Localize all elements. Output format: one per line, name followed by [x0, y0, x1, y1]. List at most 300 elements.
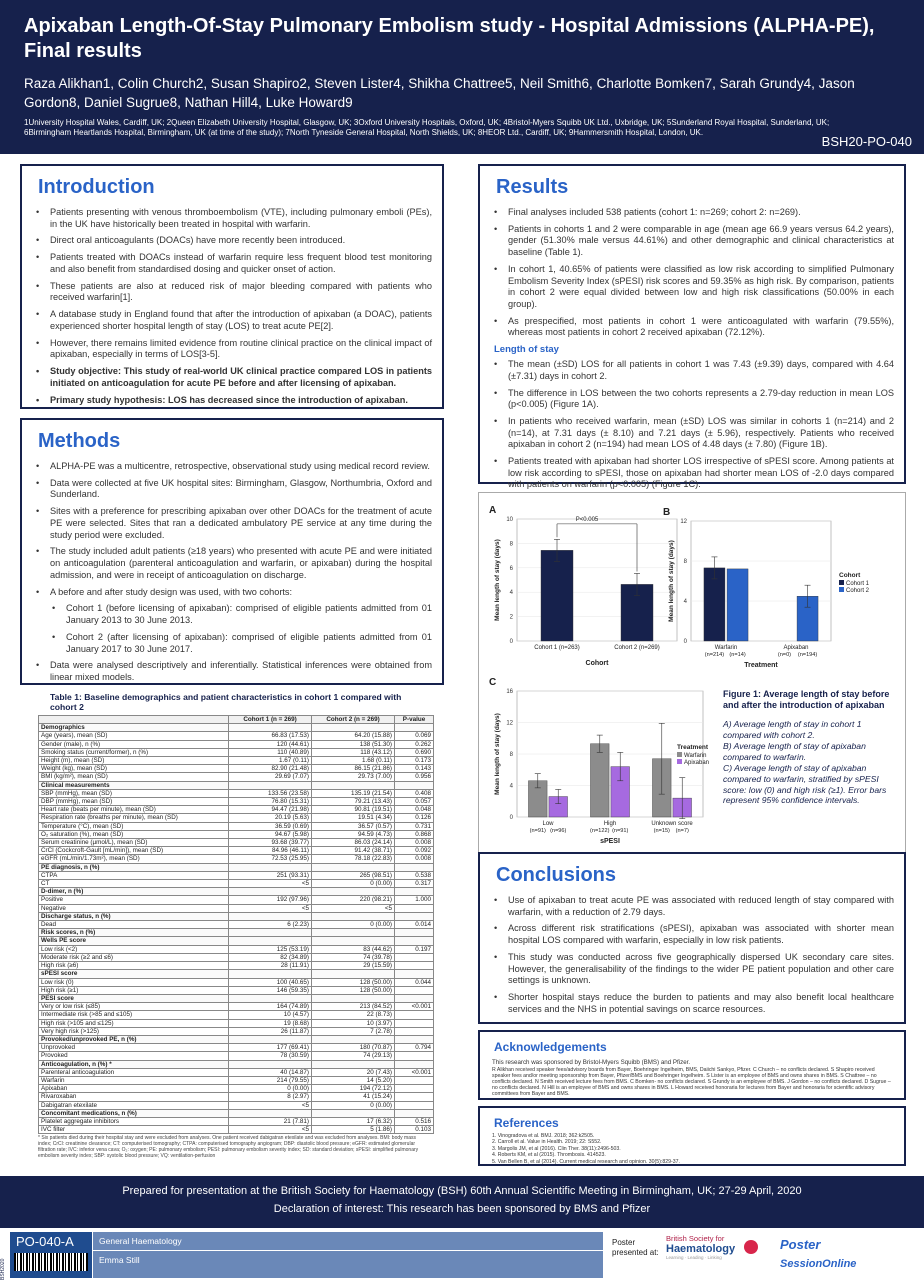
y-tick-label: 4 — [683, 599, 687, 605]
table-cell: <5 — [312, 904, 395, 912]
caption-item: C) Average length of stay of apixaban compared to warfarin, stratified by sPESI score: low (0) and high risk (≥1). Error bars represent 95% confidence intervals. — [723, 763, 887, 806]
table-cell: 0 (0.00) — [312, 880, 395, 888]
table-row — [39, 1076, 434, 1084]
table-cell — [395, 1093, 434, 1101]
x-tick-count: (n=194) — [797, 652, 818, 658]
bullet-item: • Cohort 1 (before licensing of apixaban): comprised of eligible patients admitted from 01 January 2013 to 30 June 2013. — [50, 603, 432, 626]
poster-id: PO-040-A — [16, 1234, 74, 1249]
table-cell: 120 (44.61) — [229, 740, 312, 748]
table-row — [39, 732, 434, 740]
table-cell — [395, 724, 434, 732]
table-row — [39, 757, 434, 765]
table-row — [39, 945, 434, 953]
table-cell: 29.69 (7.07) — [229, 773, 312, 781]
methods-heading: Methods — [38, 430, 121, 452]
y-tick-label: 12 — [506, 720, 513, 727]
bullet-item: • These patients are also at reduced risk of major bleeding compared with patients who received warfarin[1]. — [34, 281, 432, 304]
table-row — [39, 888, 434, 896]
table-cell — [229, 912, 312, 920]
x-tick-count: (n=15) — [653, 828, 670, 834]
y-tick-label: 10 — [506, 517, 513, 523]
table-cell: Weight (kg), mean (SD) — [39, 765, 229, 773]
table-row — [39, 896, 434, 904]
table-row — [39, 1093, 434, 1101]
poster-title: Apixaban Length-Of-Stay Pulmonary Embolism study - Hospital Admissions (ALPHA-PE), Final results — [24, 15, 875, 62]
table-cell: 74 (39.78) — [312, 953, 395, 961]
bullet-item: • Patients in cohorts 1 and 2 were comparable in age (mean age 66.9 years versus 64.2 years), gender (51.30% male versus 44.61%) and other demographic and clinical characteristics at baseline (Table 1). — [492, 224, 894, 259]
bullet-item: • In patients who received warfarin, mean (±SD) LOS was similar in cohorts 1 (n=214) and 2 (n=14), at 7.31 days (± 8.10) and 7.21 days (± 5.96), respectively. Patients who received apixaban in cohort 2 (n=194) had mean LOS of 4.48 days (± 7.80) (Figure 1B). — [492, 416, 894, 451]
table-cell: 128 (50.00) — [312, 986, 395, 994]
table-row — [39, 724, 434, 732]
table-row — [39, 863, 434, 871]
table-cell: 128 (50.00) — [312, 978, 395, 986]
table-title: Table 1: Baseline demographics and patient characteristics in cohort 1 compared with cohort 2 — [50, 692, 402, 712]
table-cell — [229, 863, 312, 871]
x-tick-count: (n=91) — [612, 828, 629, 834]
x-tick-label: Low — [542, 821, 554, 827]
ack-sponsor: This research was sponsored by Bristol-Myers Squibb (BMS) and Pfizer. — [492, 1059, 691, 1066]
conclusions-box — [478, 852, 906, 1024]
x-tick-label: Warfarin — [714, 645, 738, 651]
table-cell: 21 (7.81) — [229, 1117, 312, 1125]
table-cell: Unprovoked — [39, 1044, 229, 1052]
x-tick-label: Apixaban — [783, 645, 809, 651]
table-cell: 0.262 — [395, 740, 434, 748]
table-cell: O₂ saturation (%), mean (SD) — [39, 830, 229, 838]
table-cell: 41 (15.24) — [312, 1093, 395, 1101]
table-cell: 214 (79.55) — [229, 1076, 312, 1084]
table-row — [39, 978, 434, 986]
bottom-bar — [0, 1228, 924, 1280]
table-cell: BMI (kg/m²), mean (SD) — [39, 773, 229, 781]
table-cell — [312, 724, 395, 732]
table-cell: 213 (84.52) — [312, 1003, 395, 1011]
table-cell: Discharge status, n (%) — [39, 912, 229, 920]
results-list — [480, 207, 904, 339]
table-cell: 83 (44.62) — [312, 945, 395, 953]
table-cell — [229, 937, 312, 945]
table-cell: Smoking status (current/former), n (%) — [39, 748, 229, 756]
session-info — [93, 1232, 603, 1278]
table-row — [39, 904, 434, 912]
y-tick-label: 4 — [509, 590, 513, 597]
table-cell: 0 (0.00) — [312, 1101, 395, 1109]
table-cell: 265 (98.51) — [312, 871, 395, 879]
baseline-table — [38, 715, 434, 1134]
table-row — [39, 986, 434, 994]
table-cell — [312, 888, 395, 896]
category: General Haematology — [93, 1232, 603, 1251]
table-cell: 0.173 — [395, 757, 434, 765]
table-cell: 17 (6.32) — [312, 1117, 395, 1125]
table-row — [39, 1044, 434, 1052]
side-label: BSH2020 — [0, 1258, 6, 1280]
legend-swatch — [677, 752, 682, 757]
table-cell: Platelet aggregate inhibitors — [39, 1117, 229, 1125]
methods-box — [20, 418, 444, 685]
table-cell: Demographics — [39, 724, 229, 732]
x-tick-count: (n=7) — [675, 828, 689, 834]
authors: Raza Alikhan1, Colin Church2, Susan Shapiro2, Steven Lister4, Shikha Chattree5, Neil Smith6, Charlotte Bomken7, Sarah Grundy4, Jason Gordon8, Daniel Sugrue8, Nathan Hill4, Luke Howard9 — [24, 76, 855, 110]
y-tick-label: 8 — [509, 752, 513, 758]
table-cell — [229, 1109, 312, 1117]
table-cell: 28 (11.91) — [229, 962, 312, 970]
bullet-item: • Patients treated with apixaban had shorter LOS irrespective of sPESI score. Among patients at low risk according to sPESI, those on apixaban had shorter mean LOS of -2.0 days compared with patients on warfarin (p<0.005) (Figure 1C). — [492, 456, 894, 491]
bullet-item: • As prespecified, most patients in cohort 1 were anticoagulated with warfarin (79.55%), whereas most patients in cohort 2 received apixaban (72.12%). — [492, 316, 894, 339]
table-cell: 146 (59.35) — [229, 986, 312, 994]
table-cell: 0.538 — [395, 871, 434, 879]
table-cell: Heart rate (beats per minute), mean (SD) — [39, 806, 229, 814]
table-cell: <5 — [229, 1101, 312, 1109]
table-cell — [395, 1052, 434, 1060]
bullet-item: • This study was conducted across five geographically dispersed UK secondary care sites. However, the generalisability of the findings to the wider PE patient population and other care settings is unknown. — [492, 952, 894, 987]
los-list — [480, 359, 904, 491]
table-cell: 19.51 (4.34) — [312, 814, 395, 822]
table-cell — [312, 970, 395, 978]
presenter: Emma Still — [99, 1255, 140, 1265]
table-cell: 86.15 (21.86) — [312, 765, 395, 773]
table-row — [39, 929, 434, 937]
table-cell: 194 (72.12) — [312, 1085, 395, 1093]
table-cell: 78 (30.59) — [229, 1052, 312, 1060]
table-cell — [229, 781, 312, 789]
table-cell: Risk scores, n (%) — [39, 929, 229, 937]
table-cell: Clinical measurements — [39, 781, 229, 789]
table-cell — [395, 937, 434, 945]
x-tick-count: (n=122) — [590, 828, 610, 834]
table-row — [39, 953, 434, 961]
table-cell: Anticoagulation, n (%) * — [39, 1060, 229, 1068]
conclusions-heading: Conclusions — [496, 864, 617, 886]
table-box — [34, 690, 434, 1160]
length-of-stay-subheading: Length of stay — [494, 344, 559, 356]
table-cell: 0.092 — [395, 847, 434, 855]
table-cell: 192 (97.96) — [229, 896, 312, 904]
table-cell: 0.794 — [395, 1044, 434, 1052]
table-cell: 0.868 — [395, 830, 434, 838]
table-cell: 118 (43.12) — [312, 748, 395, 756]
table-cell: SBP (mmHg), mean (SD) — [39, 789, 229, 797]
table-cell: 78.18 (22.83) — [312, 855, 395, 863]
footer-declaration: Declaration of interest: This research has been sponsored by BMS and Pfizer — [273, 1203, 651, 1215]
table-cell: Very or low risk (≤85) — [39, 1003, 229, 1011]
bullet-item: • Study objective: This study of real-world UK clinical practice compared LOS in patients initiated on anticoagulation for acute PE before and after licensing of apixaban. — [34, 366, 432, 389]
table-cell — [312, 929, 395, 937]
ack-text: R Alikhan received speaker fees/advisory boards from Bayer, Boehringer Ingelheim, BMS, Daiichi Sankyo, Pfizer. C Church – no conflicts declared. S Shapiro received speaker fees and/or meeting sponsorship from Bayer, Pfizer/BMS and Boehringer Ingelheim. S Lister is an employee of BMS and owns shares in BMS. S Chattree – no conflicts declared. N Smith received lecture fees from BMS. C Bomken- no conflicts declared. S Grundy is an employee of BMS. J Gordon – no conflicts declared. D Sugrue – no conflicts declared. N Hill is an employee of BMS and owns shares in BMS. L Howard received honoraria for lectures from Bayer and honoraria for scientific advisory committees from Bayer and BMS. — [492, 1066, 891, 1098]
table-cell: 10 (3.97) — [312, 1019, 395, 1027]
table-cell: 0.197 — [395, 945, 434, 953]
table-cell — [312, 781, 395, 789]
table-cell: 100 (40.65) — [229, 978, 312, 986]
table-cell: Provoked/unprovoked PE, n (%) — [39, 1035, 229, 1043]
table-cell: 76.80 (15.31) — [229, 798, 312, 806]
legend-swatch — [839, 587, 844, 592]
table-cell — [395, 904, 434, 912]
table-cell: 0.008 — [395, 855, 434, 863]
legend-label: Apixaban — [684, 760, 710, 766]
table-cell: 0.408 — [395, 789, 434, 797]
table-row — [39, 1027, 434, 1035]
table-cell — [312, 937, 395, 945]
bullet-item: • Patients treated with DOACs instead of warfarin require less frequent blood test monitoring and also benefit from standardised dosing and quicker onset of action. — [34, 252, 432, 275]
table-cell: 10 (4.57) — [229, 1011, 312, 1019]
table-cell: 26 (11.87) — [229, 1027, 312, 1035]
table-cell: 72.53 (25.95) — [229, 855, 312, 863]
table-row — [39, 962, 434, 970]
table-cell — [312, 1035, 395, 1043]
table-cell: CT — [39, 880, 229, 888]
table-cell: DBP (mmHg), mean (SD) — [39, 798, 229, 806]
poster-presented-at: Poster presented at: — [612, 1238, 659, 1257]
x-tick-count: (n=96) — [550, 828, 567, 834]
table-row — [39, 740, 434, 748]
table-row — [39, 1019, 434, 1027]
table-cell: 125 (53.19) — [229, 945, 312, 953]
legend-swatch — [839, 580, 844, 585]
table-row — [39, 1011, 434, 1019]
table-row — [39, 937, 434, 945]
y-tick-label: 0 — [509, 815, 513, 821]
bullet-item: • In cohort 1, 40.65% of patients were classified as low risk according to simplified Pulmonary Embolism Severity Index (sPESI) risk scores and 59.35% as high risk. By comparison, patients in cohort 2 were equal divided between low and high risk classifications (50.00% in each group). — [492, 264, 894, 310]
acknowledgements-box — [478, 1030, 906, 1100]
figure-caption-title: Figure 1: Average length of stay before and after the introduction of apixaban — [723, 689, 890, 710]
results-heading: Results — [496, 176, 569, 198]
bullet-item: • The mean (±SD) LOS for all patients in cohort 1 was 7.43 (±9.39) days, compared with 4.64 (±7.31) days in cohort 2. — [492, 359, 894, 382]
references-box — [478, 1106, 906, 1166]
table-cell: <5 — [229, 904, 312, 912]
table-cell: 90.81 (19.51) — [312, 806, 395, 814]
table-row — [39, 912, 434, 920]
reference-item: 3. Margolis JM, et al (2016). Clin Ther. 38(11):2496-503. — [492, 1145, 621, 1152]
table-cell: <0.001 — [395, 1068, 434, 1076]
table-cell — [395, 953, 434, 961]
table-cell: 0.956 — [395, 773, 434, 781]
table-cell: eGFR (mL/min/1.73m²), mean (SD) — [39, 855, 229, 863]
table-cell: 29.73 (7.00) — [312, 773, 395, 781]
table-cell — [395, 1085, 434, 1093]
legend-swatch — [677, 759, 682, 764]
table-cell — [395, 781, 434, 789]
table-cell: 133.56 (23.58) — [229, 789, 312, 797]
table-cell: 251 (93.31) — [229, 871, 312, 879]
table-cell — [312, 1060, 395, 1068]
table-cell: PE diagnosis, n (%) — [39, 863, 229, 871]
table-cell: 0.014 — [395, 921, 434, 929]
table-cell: 82.90 (21.48) — [229, 765, 312, 773]
reference-item: 2. Carroll et al. Value in Health. 2019; 22: S552. — [492, 1139, 602, 1146]
barcode — [14, 1253, 88, 1271]
table-cell: 94.67 (5.98) — [229, 830, 312, 838]
legend-title: Cohort — [839, 572, 861, 579]
x-axis-label: sPESI — [600, 838, 620, 845]
bullet-item: • Data were analysed descriptively and inferentially. Statistical inferences were obtained from linear mixed models. — [34, 660, 432, 683]
table-cell: 0.044 — [395, 978, 434, 986]
table-cell — [395, 888, 434, 896]
y-tick-label: 2 — [509, 614, 513, 621]
table-cell — [312, 994, 395, 1002]
table-cell — [229, 1060, 312, 1068]
reference-item: 1. Vinogradova et al. BMJ. 2018; 362:k2505. — [492, 1133, 595, 1139]
table-cell: Low risk (<2) — [39, 945, 229, 953]
table-cell: 1.67 (0.11) — [229, 757, 312, 765]
results-box — [478, 164, 906, 490]
table-cell: 177 (69.41) — [229, 1044, 312, 1052]
table-header: P-value — [395, 716, 434, 724]
table-row — [39, 1052, 434, 1060]
x-tick-label: High — [603, 821, 617, 827]
table-cell: Serum creatinine (µmol/L), mean (SD) — [39, 839, 229, 847]
bar — [590, 744, 609, 817]
table-cell: 138 (51.30) — [312, 740, 395, 748]
table-cell: 0 (0.00) — [229, 1085, 312, 1093]
table-row — [39, 839, 434, 847]
panel-label: C — [489, 677, 497, 688]
table-cell: 164 (74.89) — [229, 1003, 312, 1011]
table-cell — [312, 912, 395, 920]
table-row — [39, 1117, 434, 1125]
legend-label: Cohort 1 — [846, 581, 870, 587]
p-value-annotation: P<0.005 — [575, 516, 599, 523]
table-cell: High risk (>105 and ≤125) — [39, 1019, 229, 1027]
conclusions-list — [480, 895, 904, 1015]
table-cell: Apixaban — [39, 1085, 229, 1093]
table-cell: 94.59 (4.73) — [312, 830, 395, 838]
table-cell: <5 — [229, 880, 312, 888]
table-cell: 0.008 — [395, 839, 434, 847]
table-cell: 0.048 — [395, 806, 434, 814]
table-cell: 1.68 (0.11) — [312, 757, 395, 765]
bsh-logo-icon — [744, 1240, 758, 1254]
table-cell: Moderate risk (≥2 and ≤6) — [39, 953, 229, 961]
table-cell: 20 (7.43) — [312, 1068, 395, 1076]
table-row — [39, 798, 434, 806]
bullet-item: • Direct oral anticoagulants (DOACs) have more recently been introduced. — [34, 235, 432, 247]
table-cell: 0.731 — [395, 822, 434, 830]
bullet-item: • Data were collected at five UK hospital sites: Birmingham, Glasgow, Northumbria, Oxford and Sunderland. — [34, 478, 432, 501]
table-cell: Intermediate risk (>85 and ≤105) — [39, 1011, 229, 1019]
table-cell: High risk (≥1) — [39, 986, 229, 994]
legend-title: Treatment — [677, 744, 709, 751]
table-cell — [395, 1109, 434, 1117]
table-cell — [229, 888, 312, 896]
y-tick-label: 8 — [509, 541, 513, 548]
table-cell: 135.19 (21.54) — [312, 789, 395, 797]
bullet-item: • The difference in LOS between the two cohorts represents a 2.79-day reduction in mean LOS (p<0.005) (Figure 1A). — [492, 388, 894, 411]
table-cell — [312, 863, 395, 871]
table-note: * Six patients died during their hospital stay and were excluded from analyses. One patient received dabigatran etexilate and was excluded from analyses. BMI: body mass index; CrCl: creatinine clearance; CT: computerised tomography; CTPA: computerised tomography angiogram; DBP: diastolic blood pressure; eGFR: estimated glomerular filtration rate; IVC: inferior vena cava; O₂: oxygen; PE: pulmonary embolism; PESI: pulmonary embolism severity index; SD: standard deviation; sPESI: simplified pulmonary embolism severity index; SBP: systolic blood pressure; VQ: ventilation-perfusion — [38, 1135, 419, 1160]
table-cell — [395, 1011, 434, 1019]
table-cell: Dead — [39, 921, 229, 929]
table-cell: 29 (15.59) — [312, 962, 395, 970]
table-row — [39, 855, 434, 863]
table-cell — [395, 912, 434, 920]
table-row — [39, 1085, 434, 1093]
y-tick-label: 0 — [683, 639, 687, 645]
table-cell: 36.59 (0.69) — [229, 822, 312, 830]
table-cell: Positive — [39, 896, 229, 904]
table-cell: Provoked — [39, 1052, 229, 1060]
table-cell: 0.057 — [395, 798, 434, 806]
bullet-item: • Final analyses included 538 patients (cohort 1: n=269; cohort 2: n=269). — [492, 207, 894, 219]
x-tick-count: (n=91) — [529, 828, 546, 834]
table-row — [39, 1060, 434, 1068]
affiliations: 1University Hospital Wales, Cardiff, UK; 2Queen Elizabeth University Hospital, Glasgow, UK; 3Oxford University Hospitals, Oxford, UK; 4Bristol-Myers Squibb UK Ltd., Uxbridge, UK; 5Sunderland Royal Hospital, Sunderland, UK; 6Birmingham Heartlands Hospital, Birmingham, UK (at time of the study); 7North Tyneside General Hospital, North Shields, UK; 8HEOR Ltd., Cardiff, UK; 9Hammersmith Hospital, London, UK. — [24, 118, 830, 137]
table-cell: Respiration rate (breaths per minute), mean (SD) — [39, 814, 229, 822]
legend-label: Warfarin — [684, 753, 707, 759]
table-cell — [395, 929, 434, 937]
bullet-item: • Shorter hospital stays reduce the burden to patients and may also benefit local healthcare services and the NHS in potential savings on scarce resources. — [492, 992, 894, 1015]
table-cell: 91.42 (38.71) — [312, 847, 395, 855]
table-cell — [395, 986, 434, 994]
table-cell: CTPA — [39, 871, 229, 879]
table-cell — [395, 962, 434, 970]
table-cell — [395, 863, 434, 871]
table-row — [39, 1068, 434, 1076]
table-row — [39, 1101, 434, 1109]
table-cell: CrCl (Cockcroft-Gault [mL/min]), mean (SD) — [39, 847, 229, 855]
table-row — [39, 970, 434, 978]
table-cell: 66.83 (17.53) — [229, 732, 312, 740]
legend-label: Cohort 2 — [846, 588, 870, 594]
bullet-item: • Cohort 2 (after licensing of apixaban): comprised of eligible patients admitted from 01 January 2017 to 30 June 2017. — [50, 632, 432, 655]
table-cell: Low risk (0) — [39, 978, 229, 986]
reference-item: 5. Van Bellen B, et al (2014). Current medical research and opinion. 30(5):829-37. — [492, 1158, 680, 1165]
table-cell — [395, 970, 434, 978]
table-row — [39, 773, 434, 781]
poster-id-block — [10, 1232, 92, 1278]
table-cell: Dabigatran etexilate — [39, 1101, 229, 1109]
table-cell: 0.317 — [395, 880, 434, 888]
table-header: Cohort 1 (n = 269) — [229, 716, 312, 724]
poster-code: BSH20-PO-040 — [821, 134, 912, 149]
table-cell: 22 (8.73) — [312, 1011, 395, 1019]
table-cell: Concomitant medications, n (%) — [39, 1109, 229, 1117]
table-row — [39, 806, 434, 814]
table-cell: Negative — [39, 904, 229, 912]
table-cell: 8 (2.97) — [229, 1093, 312, 1101]
table-cell: Warfarin — [39, 1076, 229, 1084]
bullet-item: • The study included adult patients (≥18 years) who presented with acute PE and were initiated on anticoagulation (parenteral anticoagulation and warfarin, or apixaban) during the hospital admission, and were in receipt of anticoagulation on discharge. — [34, 546, 432, 581]
table-cell: 64.20 (15.88) — [312, 732, 395, 740]
table-row — [39, 994, 434, 1002]
panel-label: A — [489, 505, 497, 516]
table-row — [39, 871, 434, 879]
table-header — [39, 716, 229, 724]
reference-item: 4. Roberts KM, et al (2015). Thrombosis. 414523. — [492, 1152, 606, 1159]
bullet-item: • Sites with a preference for prescribing apixaban over other DOACs for the treatment of acute PE were selected. Sites that ran a dedicated ambulatory PE service at any time during the study period were excluded. — [34, 506, 432, 541]
table-header: Cohort 2 (n = 269) — [312, 716, 395, 724]
table-cell — [395, 1019, 434, 1027]
caption-item: A) Average length of stay in cohort 1 compared with cohort 2. — [723, 719, 862, 740]
bullet-item: • A before and after study design was used, with two cohorts: — [34, 587, 432, 599]
x-tick-count: (n=214) — [704, 652, 725, 658]
table-cell: D-dimer, n (%) — [39, 888, 229, 896]
table-cell: High risk (≥6) — [39, 962, 229, 970]
bullet-item: • Across different risk stratifications (sPESI), apixaban was associated with shorter mean hospital LOS compared with warfarin, especially in low risk patients. — [492, 923, 894, 946]
bullet-item: • Use of apixaban to treat acute PE was associated with reduced length of stay compared with warfarin, with a reduction of 2.79 days. — [492, 895, 894, 918]
footer-banner — [0, 1176, 924, 1228]
table-row — [39, 814, 434, 822]
table-cell: 220 (98.21) — [312, 896, 395, 904]
table-cell: Rivaroxaban — [39, 1093, 229, 1101]
y-tick-label: 12 — [680, 519, 687, 525]
table-cell: 79.21 (13.43) — [312, 798, 395, 806]
table-cell: 86.03 (24.14) — [312, 839, 395, 847]
table-row — [39, 765, 434, 773]
panel-label: B — [663, 507, 671, 518]
table-cell: 7 (2.78) — [312, 1027, 395, 1035]
table-cell: <0.001 — [395, 1003, 434, 1011]
